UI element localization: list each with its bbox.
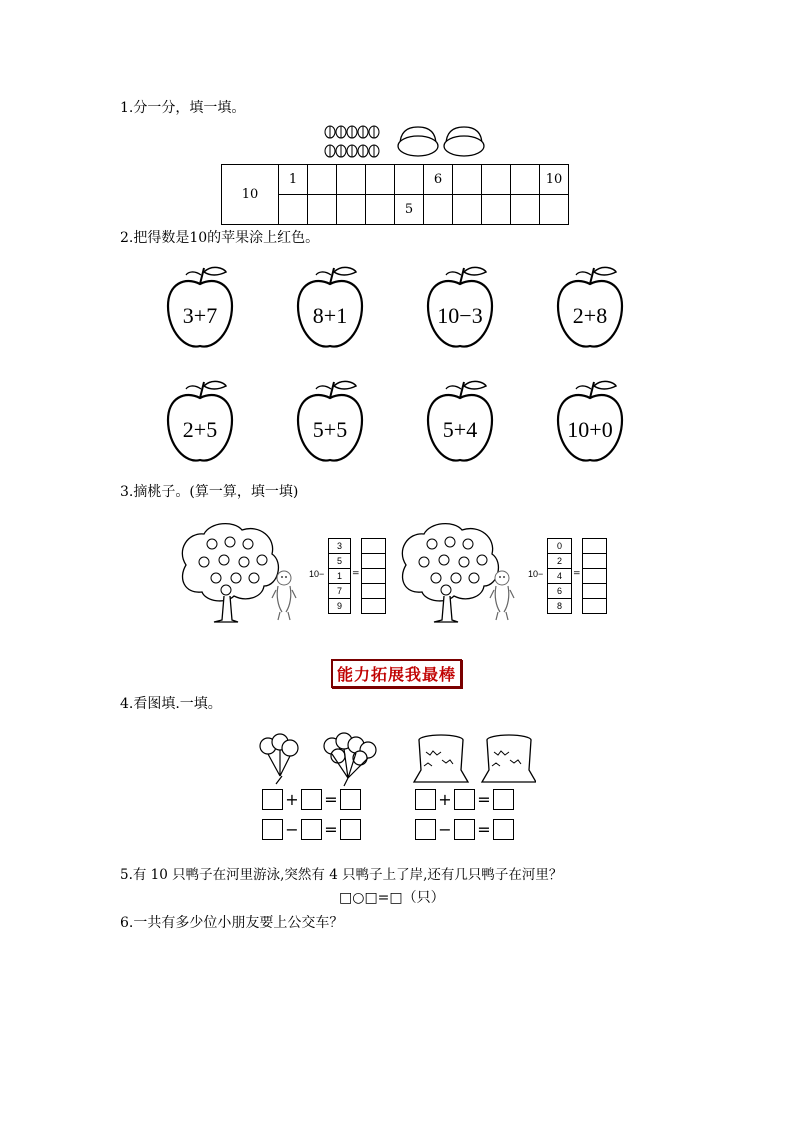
peach-tree-icon <box>402 524 498 622</box>
q5-title: 5.有 10 只鸭子在河里游泳,突然有 4 只鸭子上了岸,还有几只鸭子在河里？ <box>120 867 563 883</box>
answer-cell[interactable] <box>583 584 606 599</box>
apple-expression: 3+7 <box>182 303 218 328</box>
tree-stump-icon <box>414 735 468 782</box>
answer-box[interactable] <box>262 789 283 810</box>
right-prefix: 10− <box>528 569 544 579</box>
minus-sign: − <box>438 820 452 839</box>
bottom-cell[interactable] <box>337 195 366 225</box>
bottom-cell[interactable] <box>482 195 511 225</box>
apple-expression: 5+5 <box>312 417 348 442</box>
q3-title: 3.摘桃子。(算一算，填一填) <box>120 484 299 500</box>
apple-expression: 2+5 <box>182 417 218 442</box>
q4-pictures <box>256 732 536 787</box>
top-cell[interactable] <box>366 165 395 195</box>
left-values-column <box>328 538 351 614</box>
answer-cell[interactable] <box>583 569 606 584</box>
bottom-cell[interactable] <box>511 195 540 225</box>
apple-expression: 2+8 <box>572 303 608 328</box>
right-value: 2 <box>548 554 571 569</box>
bottom-cell[interactable] <box>366 195 395 225</box>
answer-box[interactable] <box>454 819 475 840</box>
tree-stump-icon <box>482 735 536 782</box>
answer-cell[interactable] <box>362 554 385 569</box>
answer-box[interactable] <box>415 819 436 840</box>
answer-cell[interactable] <box>362 569 385 584</box>
equals-sign: = <box>324 790 338 809</box>
bottom-cell[interactable]: 5 <box>395 195 424 225</box>
q4-equation-3 <box>415 789 514 810</box>
top-cell[interactable] <box>482 165 511 195</box>
left-prefix: 10− <box>309 569 325 579</box>
answer-cell[interactable] <box>362 539 385 554</box>
equals-sign: = <box>324 820 338 839</box>
left-value: 3 <box>329 539 350 554</box>
peach-tree-icon <box>182 524 278 622</box>
top-cell[interactable] <box>511 165 540 195</box>
balloons-icon <box>324 733 376 786</box>
q2-title: 2.把得数是10的苹果涂上红色。 <box>120 230 320 246</box>
right-value: 6 <box>548 584 571 599</box>
answer-cell[interactable] <box>362 584 385 599</box>
answer-box[interactable] <box>493 819 514 840</box>
top-cell[interactable]: 6 <box>424 165 453 195</box>
q4-equation-1 <box>262 789 361 810</box>
answer-cell[interactable] <box>583 539 606 554</box>
right-equals: = <box>573 569 581 579</box>
top-cell[interactable] <box>395 165 424 195</box>
plus-sign: + <box>285 790 299 809</box>
bottom-cell[interactable] <box>308 195 337 225</box>
left-value: 7 <box>329 584 350 599</box>
left-value: 5 <box>329 554 350 569</box>
top-cell[interactable] <box>453 165 482 195</box>
balloons-icon <box>260 734 298 784</box>
bottom-cell[interactable] <box>540 195 569 225</box>
answer-box[interactable] <box>340 819 361 840</box>
plus-sign: + <box>438 790 452 809</box>
top-cell[interactable] <box>337 165 366 195</box>
right-value: 0 <box>548 539 571 554</box>
minus-sign: − <box>285 820 299 839</box>
bottom-cell[interactable] <box>279 195 308 225</box>
bottom-cell[interactable] <box>424 195 453 225</box>
answer-cell[interactable] <box>583 554 606 569</box>
apple-expression: 10+0 <box>567 417 613 442</box>
answer-cell[interactable] <box>362 599 385 613</box>
q4-equation-4 <box>415 819 514 840</box>
q1-title: 1.分一分，填一填。 <box>120 100 246 116</box>
total-cell: 10 <box>222 165 279 225</box>
q6-title: 6.一共有多少位小朋友要上公交车？ <box>120 915 344 931</box>
top-cell[interactable]: 1 <box>279 165 308 195</box>
apple-expression: 5+4 <box>442 417 478 442</box>
apples-group <box>120 262 680 472</box>
answer-box[interactable] <box>340 789 361 810</box>
section-banner: 能力拓展我最棒 <box>331 659 462 688</box>
right-value: 4 <box>548 569 571 584</box>
answer-box[interactable] <box>262 819 283 840</box>
answer-cell[interactable] <box>583 599 606 613</box>
answer-box[interactable] <box>493 789 514 810</box>
equals-sign: = <box>477 790 491 809</box>
apple-expression: 10−3 <box>437 303 483 328</box>
q4-title: 4.看图填.一填。 <box>120 696 222 712</box>
left-equals: = <box>352 569 360 579</box>
fruit-illustration <box>322 123 502 161</box>
right-answer-column[interactable] <box>582 538 607 614</box>
q1-table <box>221 164 569 225</box>
answer-box[interactable] <box>301 789 322 810</box>
top-cell[interactable]: 10 <box>540 165 569 195</box>
q4-equation-2 <box>262 819 361 840</box>
equals-sign: = <box>477 820 491 839</box>
apple-expression: 8+1 <box>312 303 348 328</box>
bottom-cell[interactable] <box>453 195 482 225</box>
right-values-column <box>547 538 572 614</box>
answer-box[interactable] <box>454 789 475 810</box>
top-cell[interactable] <box>308 165 337 195</box>
left-value: 1 <box>329 569 350 584</box>
left-value: 9 <box>336 601 342 611</box>
answer-box[interactable] <box>301 819 322 840</box>
answer-box[interactable] <box>415 789 436 810</box>
right-value: 8 <box>556 601 562 611</box>
q5-formula[interactable]: □○□=□（只） <box>339 890 445 906</box>
left-answer-column[interactable] <box>361 538 386 614</box>
